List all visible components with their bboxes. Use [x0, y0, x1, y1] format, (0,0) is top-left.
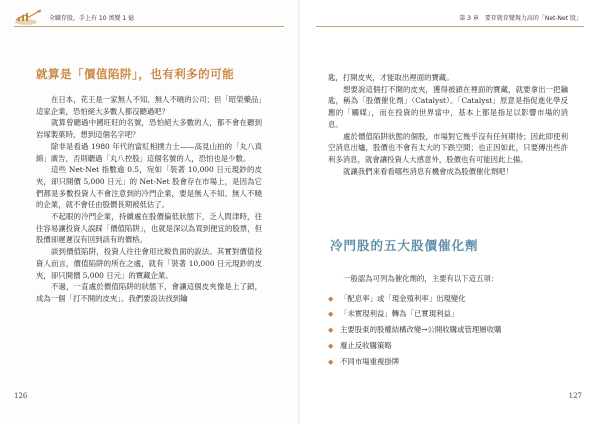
list-item: ◆ 廢止反收購策略 — [328, 340, 568, 352]
catalyst-list — [328, 293, 568, 368]
right-page — [300, 0, 600, 423]
paragraph: 除非是看過 1980 年代的當紅相撲力士——高見山拍的「丸八真綿」廣告，否則聽過「丸八控股」這個名號的人，恐怕也是少數。 — [36, 141, 262, 163]
paragraph: 這些 Net-Net 指數逾 0.5，宛如「裝著 10,000 日元現鈔的皮夾，卻只開價 5,000 日元」的 Net-Net 股會存在市場上，是因為它們都是多數投資人不會注意到的冷門企業，要是無人不知、無人不曉的企業，就不會任由股價長期被低估了。 — [36, 165, 262, 210]
paragraph: 談到價值陷阱，投資人往往會用比較負面的說法。其實對價值投資人而言，價值陷阱的所在之處，就有「裝著 10,000 日元現鈔的皮夾，卻只開價 5,000 日元」的寶藏企業。 — [36, 247, 262, 280]
chapter-title: 第 3 章 要存就存變現力高的「Net-Net 股」 — [459, 15, 582, 22]
paragraph: 就讓我們來看看哪些消息有機會成為股價催化劑吧！ — [343, 166, 513, 176]
paragraph: 不起眼的冷門企業，持續處在股價偏低狀態下，乏人問津時，往往容易讓投資人誤踩「價值陷阱」，也就是深以為買到便宜的股票，但股價卻遲遲沒有回到該有的價格。 — [36, 212, 262, 245]
paragraph: 不過，一直處於價值陷阱的狀態下，會讓這個皮夾像是上了鎖，成為一個「打不開的皮夾」。我們要設法找到鑰 — [36, 282, 262, 303]
intro-paragraph: 一般認為可列為催化劑的，主要有以下這五項： — [343, 274, 499, 283]
catalyst-section — [328, 273, 568, 371]
growth-logo-icon — [14, 8, 44, 26]
bullet-icon: ◆ — [328, 310, 334, 319]
list-item: ◆ 「配息率」或「現金殖利率」出現變化 — [328, 293, 568, 305]
list-item: ◆ 主要股東的股權結構改變→公開收購或管理層收購 — [328, 324, 568, 336]
paragraph: 在日本，花王是一家無人不知、無人不曉的公司；但「昭榮藥品」這家企業，恐怕絕大多數人都沒聽過吧？ — [36, 95, 262, 116]
page-number: 126 — [14, 392, 28, 400]
header-rule — [14, 26, 284, 27]
book-title: 全職存股，手上有 10 萬變 1 億 — [49, 14, 135, 22]
bullet-icon: ◆ — [328, 357, 334, 366]
list-item: ◆ 「未實現利益」轉為「已實現利益」 — [328, 308, 568, 320]
bullet-icon: ◆ — [328, 294, 334, 303]
bullet-icon: ◆ — [328, 326, 334, 335]
bullet-icon: ◆ — [328, 341, 334, 350]
right-body-text — [328, 72, 568, 177]
list-item: ◆ 不同市場重複掛牌 — [328, 356, 568, 368]
header-rule — [316, 26, 584, 27]
left-body-text — [36, 94, 262, 305]
section-heading: 冷門股的五大股價催化劑 — [330, 238, 479, 253]
paragraph: 匙，打開皮夾，才能取出裡面的寶藏。 — [328, 73, 454, 82]
subheading: 就算是「價值陷阱」，也有利多的可能 — [36, 67, 235, 81]
paragraph: 想要說這個打不開的皮夾，獲得被鎖在裡面的寶藏，就要拿出一把鑰匙，稱為「股價催化劑」（Catalyst）。「Catalyst」原意是指促進化學反應的「觸媒」，而在投資的世界當中，基本上都是指足以影響市場的消息。 — [328, 84, 568, 129]
page-number: 127 — [568, 392, 582, 400]
paragraph: 處於價值陷阱狀態的個股，市場對它幾乎沒有任何期待；因此即使利空消息出爐，股價也不會有太大的下跌空間；也正因如此，只要傳出些許利多消息，就會讓投資人大感意外，股價也有可能因此上揚。 — [328, 131, 568, 164]
paragraph: 就算曾聽過中國旺旺的名號，恐怕絕大多數的人，都不會在聽到岩塚製菓時，想到這個名字吧？ — [36, 118, 262, 140]
left-header — [14, 8, 134, 26]
